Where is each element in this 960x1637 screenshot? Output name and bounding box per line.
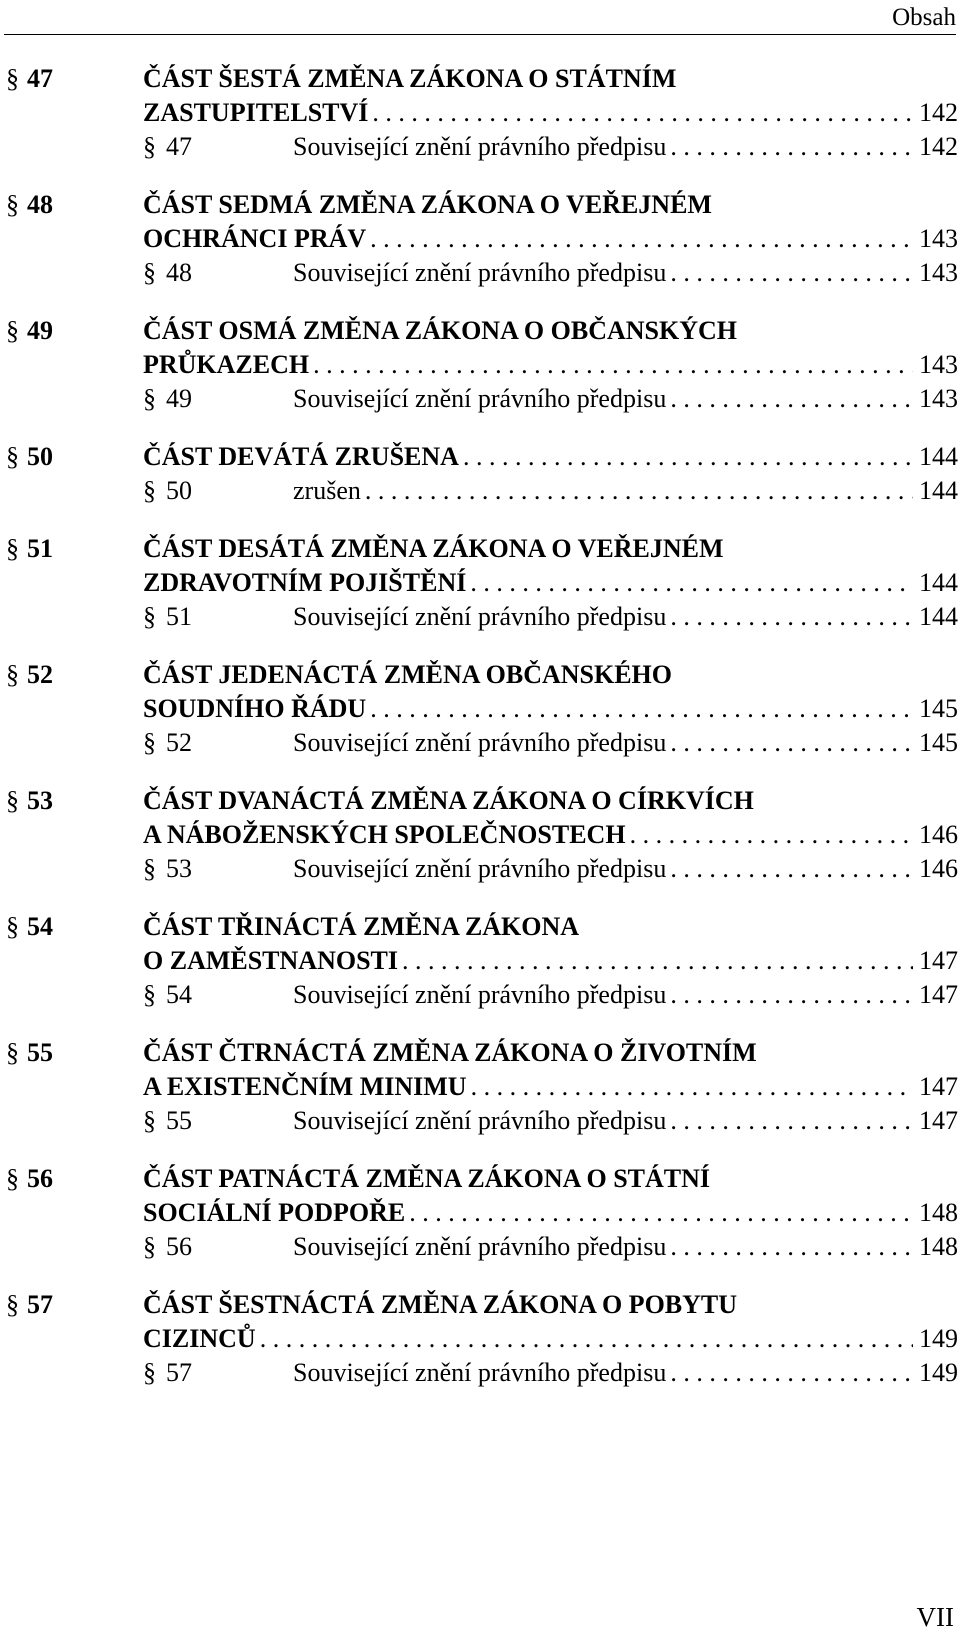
dot-leader — [309, 348, 913, 382]
dot-leader — [361, 474, 913, 508]
dot-leader — [366, 222, 913, 256]
page-reference[interactable]: 146 — [919, 820, 958, 849]
page-reference[interactable]: 147 — [919, 980, 958, 1009]
leader-line — [143, 1196, 958, 1230]
section-number — [0, 130, 293, 164]
toc-heading-row — [0, 62, 958, 96]
section-symbol: § — [143, 854, 156, 883]
section-number-value: 53 — [27, 786, 53, 815]
leader-line — [293, 130, 958, 164]
section-number-value: 50 — [27, 442, 53, 471]
section-number — [0, 256, 293, 290]
toc-heading-row — [0, 188, 958, 222]
page-reference[interactable]: 147 — [919, 1106, 958, 1135]
section-number-value: 56 — [166, 1232, 192, 1261]
section-number — [0, 1356, 293, 1390]
leader-line — [293, 256, 958, 290]
part-title-line2[interactable]: SOCIÁLNÍ PODPOŘE — [143, 1198, 406, 1227]
part-title-line2[interactable]: O ZAMĚSTNANOSTI — [143, 946, 398, 975]
section-number-value: 50 — [166, 476, 192, 505]
section-number — [0, 1162, 143, 1196]
page-reference[interactable]: 143 — [919, 258, 958, 287]
part-title-line1[interactable]: ČÁST DVANÁCTÁ ZMĚNA ZÁKONA O CÍRKVÍCH — [143, 786, 754, 815]
page-reference[interactable]: 147 — [919, 1072, 958, 1101]
toc-sub-row — [0, 852, 958, 886]
dot-leader — [666, 1104, 913, 1138]
section-number — [0, 600, 293, 634]
section-symbol: § — [143, 980, 156, 1009]
section-symbol: § — [6, 786, 19, 815]
toc-sub-row — [0, 1356, 958, 1390]
dot-leader — [405, 1196, 913, 1230]
section-number — [0, 62, 143, 96]
toc-sub-row — [0, 1230, 958, 1264]
leader-line — [143, 440, 958, 474]
dot-leader — [466, 566, 913, 600]
part-title-line2[interactable]: SOUDNÍHO ŘÁDU — [143, 694, 367, 723]
subsection-title[interactable]: Související znění právního předpisu — [293, 728, 667, 757]
toc-heading-row — [0, 440, 958, 474]
section-number-value: 54 — [166, 980, 192, 1009]
dot-leader — [398, 944, 913, 978]
subsection-title[interactable]: Související znění právního předpisu — [293, 132, 667, 161]
leader-line — [143, 222, 958, 256]
dot-leader — [459, 440, 913, 474]
part-title-line1[interactable]: ČÁST OSMÁ ZMĚNA ZÁKONA O OBČANSKÝCH — [143, 316, 737, 345]
leader-line — [143, 818, 958, 852]
section-number-value: 51 — [166, 602, 192, 631]
dot-leader — [368, 96, 913, 130]
toc-heading-continuation — [0, 818, 958, 852]
section-number — [0, 474, 293, 508]
section-symbol: § — [143, 476, 156, 505]
toc-heading-row — [0, 910, 958, 944]
toc-sub-row — [0, 130, 958, 164]
toc-entry — [0, 910, 958, 1012]
section-number-value: 57 — [166, 1358, 192, 1387]
dot-leader — [666, 130, 913, 164]
section-number — [0, 532, 143, 566]
section-number — [0, 1288, 143, 1322]
section-symbol: § — [143, 728, 156, 757]
toc-heading-continuation — [0, 944, 958, 978]
part-title-line2[interactable]: PRŮKAZECH — [143, 350, 310, 379]
section-number — [0, 188, 143, 222]
page-reference[interactable]: 143 — [919, 384, 958, 413]
section-number-value: 48 — [27, 190, 53, 219]
section-number-value: 49 — [166, 384, 192, 413]
section-number — [0, 382, 293, 416]
subsection-title[interactable]: Související znění právního předpisu — [293, 980, 667, 1009]
leader-line — [293, 474, 958, 508]
part-title-line1[interactable]: ČÁST ČTRNÁCTÁ ZMĚNA ZÁKONA O ŽIVOTNÍM — [143, 1038, 757, 1067]
dot-leader — [666, 1356, 913, 1390]
section-number-value: 48 — [166, 258, 192, 287]
leader-line — [293, 1230, 958, 1264]
toc-heading-continuation — [0, 566, 958, 600]
subsection-title[interactable]: Související znění právního předpisu — [293, 1358, 667, 1387]
dot-leader — [626, 818, 913, 852]
toc-heading-continuation — [0, 348, 958, 382]
toc-sub-row — [0, 382, 958, 416]
leader-line — [143, 566, 958, 600]
toc-entry — [0, 784, 958, 886]
section-number-value: 57 — [27, 1290, 53, 1319]
page-reference[interactable]: 144 — [919, 476, 958, 505]
toc-sub-row — [0, 726, 958, 760]
section-symbol: § — [143, 384, 156, 413]
section-symbol: § — [6, 316, 19, 345]
toc-heading-continuation — [0, 1196, 958, 1230]
section-number-value: 55 — [27, 1038, 53, 1067]
dot-leader — [467, 1070, 913, 1104]
leader-line — [293, 1356, 958, 1390]
dot-leader — [666, 726, 913, 760]
toc-heading-row — [0, 658, 958, 692]
toc-entry — [0, 314, 958, 416]
section-symbol: § — [143, 1358, 156, 1387]
toc-heading-continuation — [0, 96, 958, 130]
part-title-line2[interactable]: CIZINCŮ — [143, 1324, 256, 1353]
table-of-contents — [0, 62, 958, 1414]
leader-line — [143, 348, 958, 382]
page-reference[interactable]: 144 — [919, 602, 958, 631]
section-number — [0, 1036, 143, 1070]
section-symbol: § — [6, 534, 19, 563]
running-header: Obsah — [892, 4, 956, 31]
toc-entry — [0, 188, 958, 290]
leader-line — [293, 382, 958, 416]
leader-line — [143, 1322, 958, 1356]
toc-heading-row — [0, 314, 958, 348]
page-reference[interactable]: 144 — [919, 442, 958, 471]
section-number-value: 47 — [27, 64, 53, 93]
part-title-line2[interactable]: ZDRAVOTNÍM POJIŠTĚNÍ — [143, 568, 467, 597]
leader-line — [143, 96, 958, 130]
leader-line — [293, 600, 958, 634]
dot-leader — [666, 256, 913, 290]
dot-leader — [666, 600, 913, 634]
subsection-title[interactable]: Související znění právního předpisu — [293, 602, 667, 631]
part-title-line2[interactable]: ZASTUPITELSTVÍ — [143, 98, 369, 127]
toc-heading-row — [0, 1162, 958, 1196]
toc-entry — [0, 658, 958, 760]
part-title-line1[interactable]: ČÁST TŘINÁCTÁ ZMĚNA ZÁKONA — [143, 912, 580, 941]
section-number-value: 52 — [166, 728, 192, 757]
toc-sub-row — [0, 978, 958, 1012]
section-number-value: 53 — [166, 854, 192, 883]
subsection-title[interactable]: Související znění právního předpisu — [293, 384, 667, 413]
toc-sub-row — [0, 474, 958, 508]
section-symbol: § — [143, 1232, 156, 1261]
subsection-title[interactable]: Související znění právního předpisu — [293, 854, 667, 883]
section-number-value: 49 — [27, 316, 53, 345]
page-number: VII — [916, 1602, 954, 1632]
section-number — [0, 1104, 293, 1138]
toc-heading-row — [0, 784, 958, 818]
section-number-value: 51 — [27, 534, 53, 563]
dot-leader — [666, 382, 913, 416]
page-reference[interactable]: 148 — [919, 1198, 958, 1227]
toc-sub-row — [0, 1104, 958, 1138]
toc-entry — [0, 1036, 958, 1138]
toc-sub-row — [0, 256, 958, 290]
dot-leader — [666, 978, 913, 1012]
part-title-line1[interactable]: ČÁST DEVÁTÁ ZRUŠENA — [143, 442, 459, 471]
leader-line — [293, 852, 958, 886]
leader-line — [293, 978, 958, 1012]
section-symbol: § — [6, 64, 19, 93]
subsection-title[interactable]: Související znění právního předpisu — [293, 1106, 667, 1135]
part-title-line1[interactable]: ČÁST DESÁTÁ ZMĚNA ZÁKONA O VEŘEJNÉM — [143, 534, 724, 563]
subsection-title[interactable]: zrušen — [293, 476, 361, 505]
toc-heading-continuation — [0, 692, 958, 726]
toc-entry — [0, 532, 958, 634]
section-number — [0, 852, 293, 886]
page-reference[interactable]: 149 — [919, 1358, 958, 1387]
section-number-value: 55 — [166, 1106, 192, 1135]
page-reference[interactable]: 146 — [919, 854, 958, 883]
leader-line — [143, 692, 958, 726]
leader-line — [143, 944, 958, 978]
part-title-line1[interactable]: ČÁST ŠESTÁ ZMĚNA ZÁKONA O STÁTNÍM — [143, 64, 677, 93]
page-reference[interactable]: 145 — [919, 728, 958, 757]
section-number — [0, 1230, 293, 1264]
section-symbol: § — [6, 1164, 19, 1193]
toc-entry — [0, 1162, 958, 1264]
section-symbol: § — [6, 190, 19, 219]
dot-leader — [666, 852, 913, 886]
part-title-line1[interactable]: ČÁST ŠESTNÁCTÁ ZMĚNA ZÁKONA O POBYTU — [143, 1290, 738, 1319]
section-number-value: 54 — [27, 912, 53, 941]
toc-heading-continuation — [0, 1322, 958, 1356]
page-reference[interactable]: 148 — [919, 1232, 958, 1261]
section-number — [0, 784, 143, 818]
section-number — [0, 440, 143, 474]
section-number — [0, 910, 143, 944]
page-reference[interactable]: 142 — [919, 132, 958, 161]
dot-leader — [256, 1322, 913, 1356]
subsection-title[interactable]: Související znění právního předpisu — [293, 258, 667, 287]
section-number-value: 52 — [27, 660, 53, 689]
page-reference[interactable]: 144 — [919, 568, 958, 597]
section-symbol: § — [143, 258, 156, 287]
section-number — [0, 314, 143, 348]
toc-sub-row — [0, 600, 958, 634]
section-symbol: § — [143, 132, 156, 161]
section-number — [0, 978, 293, 1012]
part-title-line2[interactable]: A NÁBOŽENSKÝCH SPOLEČNOSTECH — [143, 820, 626, 849]
page-reference[interactable]: 145 — [919, 694, 958, 723]
section-number-value: 47 — [166, 132, 192, 161]
toc-entry — [0, 62, 958, 164]
toc-heading-row — [0, 1288, 958, 1322]
section-symbol: § — [6, 660, 19, 689]
part-title-line1[interactable]: ČÁST PATNÁCTÁ ZMĚNA ZÁKONA O STÁTNÍ — [143, 1164, 711, 1193]
toc-heading-continuation — [0, 1070, 958, 1104]
part-title-line2[interactable]: A EXISTENČNÍM MINIMU — [143, 1072, 467, 1101]
section-symbol: § — [6, 1290, 19, 1319]
section-number-value: 56 — [27, 1164, 53, 1193]
section-symbol: § — [6, 912, 19, 941]
page-reference[interactable]: 147 — [919, 946, 958, 975]
toc-heading-row — [0, 532, 958, 566]
section-number — [0, 726, 293, 760]
section-symbol: § — [143, 602, 156, 631]
page-reference[interactable]: 143 — [919, 350, 958, 379]
dot-leader — [366, 692, 913, 726]
section-symbol: § — [6, 442, 19, 471]
section-number — [0, 658, 143, 692]
subsection-title[interactable]: Související znění právního předpisu — [293, 1232, 667, 1261]
toc-entry — [0, 1288, 958, 1390]
toc-heading-continuation — [0, 222, 958, 256]
section-symbol: § — [143, 1106, 156, 1135]
toc-entry — [0, 440, 958, 508]
section-symbol: § — [6, 1038, 19, 1067]
leader-line — [293, 1104, 958, 1138]
dot-leader — [666, 1230, 913, 1264]
part-title-line2[interactable]: OCHRÁNCI PRÁV — [143, 224, 367, 253]
leader-line — [293, 726, 958, 760]
page-reference[interactable]: 149 — [919, 1324, 958, 1353]
leader-line — [143, 1070, 958, 1104]
page-reference[interactable]: 143 — [919, 224, 958, 253]
part-title-line1[interactable]: ČÁST JEDENÁCTÁ ZMĚNA OBČANSKÉHO — [143, 660, 673, 689]
part-title-line1[interactable]: ČÁST SEDMÁ ZMĚNA ZÁKONA O VEŘEJNÉM — [143, 190, 712, 219]
header-rule — [4, 34, 956, 35]
toc-heading-row — [0, 1036, 958, 1070]
page-reference[interactable]: 142 — [919, 98, 958, 127]
